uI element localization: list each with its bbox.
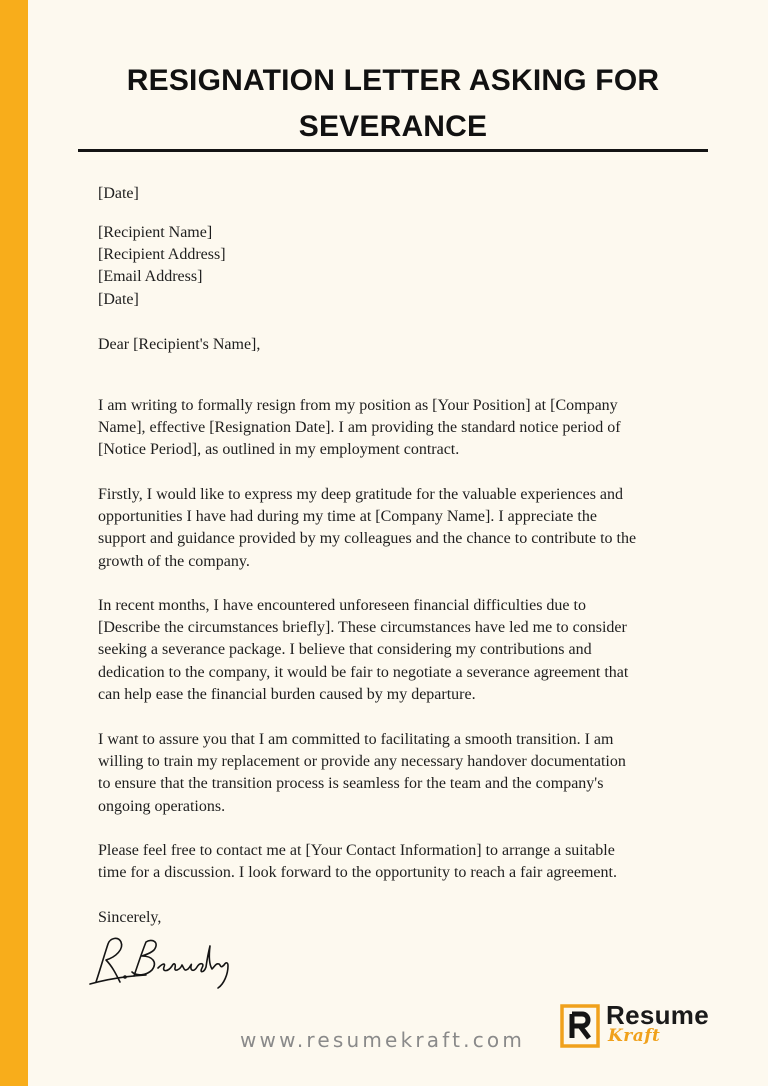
paragraph-line: seeking a severance package. I believe that considering my contributions and [98, 641, 592, 659]
paragraph-line: can help ease the financial burden caused by my departure. [98, 685, 476, 703]
paragraph-line: opportunities I have had during my time at [Company Name]. I appreciate the [98, 508, 597, 526]
accent-side-bar [0, 0, 28, 1086]
paragraph-4 [98, 729, 626, 818]
paragraph-line: I am writing to formally resign from my position as [Your Position] at [Company [98, 397, 618, 414]
paragraph-line: willing to train my replacement or provide any necessary handover documentation [98, 753, 626, 771]
paragraph-line: time for a discussion. I look forward to the opportunity to reach a fair agreement. [98, 864, 617, 882]
brand-name: Resume [606, 1000, 709, 1030]
website-link[interactable]: www.resumekraft.com [240, 1028, 526, 1052]
recipient-address: [Recipient Address] [98, 246, 226, 264]
paragraph-2 [98, 484, 636, 573]
title-line-2: SEVERANCE [298, 110, 488, 143]
paragraph-3 [98, 595, 628, 706]
letter-date: [Date] [98, 185, 139, 202]
paragraph-5 [98, 840, 617, 884]
recipient-name: [Recipient Name] [98, 224, 213, 241]
title-line-1: RESIGNATION LETTER ASKING FOR [126, 64, 660, 97]
brand-logo [560, 1002, 730, 1052]
paragraph-line: support and guidance provided by my colleagues and the chance to contribute to the [98, 530, 637, 548]
paragraph-line: dedication to the company, it would be fair to negotiate a severance agreement that [98, 663, 629, 681]
paragraph-line: In recent months, I have encountered unforeseen financial difficulties due to [98, 597, 586, 614]
signature [88, 932, 238, 992]
page-title [78, 58, 708, 150]
resumekraft-logo-icon [560, 1004, 600, 1048]
salutation: Dear [Recipient's Name], [98, 336, 261, 353]
closing: Sincerely, [98, 909, 162, 926]
recipient-email: [Email Address] [98, 268, 203, 286]
recipient-block [98, 222, 226, 311]
paragraph-line: growth of the company. [98, 552, 250, 570]
paragraph-line: to ensure that the transition process is seamless for the team and the company's [98, 775, 604, 793]
paragraph-line: [Describe the circumstances briefly]. These circumstances have led me to consider [98, 619, 627, 637]
paragraph-1 [98, 395, 621, 462]
recipient-date: [Date] [98, 290, 139, 308]
brand-subtitle: Kraft [608, 1026, 661, 1046]
paragraph-line: [Notice Period], as outlined in my employment contract. [98, 441, 460, 459]
paragraph-line: Please feel free to contact me at [Your Contact Information] to arrange a suitable [98, 842, 615, 859]
paragraph-line: ongoing operations. [98, 797, 226, 815]
paragraph-line: I want to assure you that I am committed to facilitating a smooth transition. I am [98, 731, 614, 748]
paragraph-line: Firstly, I would like to express my deep gratitude for the valuable experiences and [98, 486, 624, 503]
title-divider [78, 149, 708, 152]
paragraph-line: Name], effective [Resignation Date]. I am providing the standard notice period of [98, 419, 621, 437]
